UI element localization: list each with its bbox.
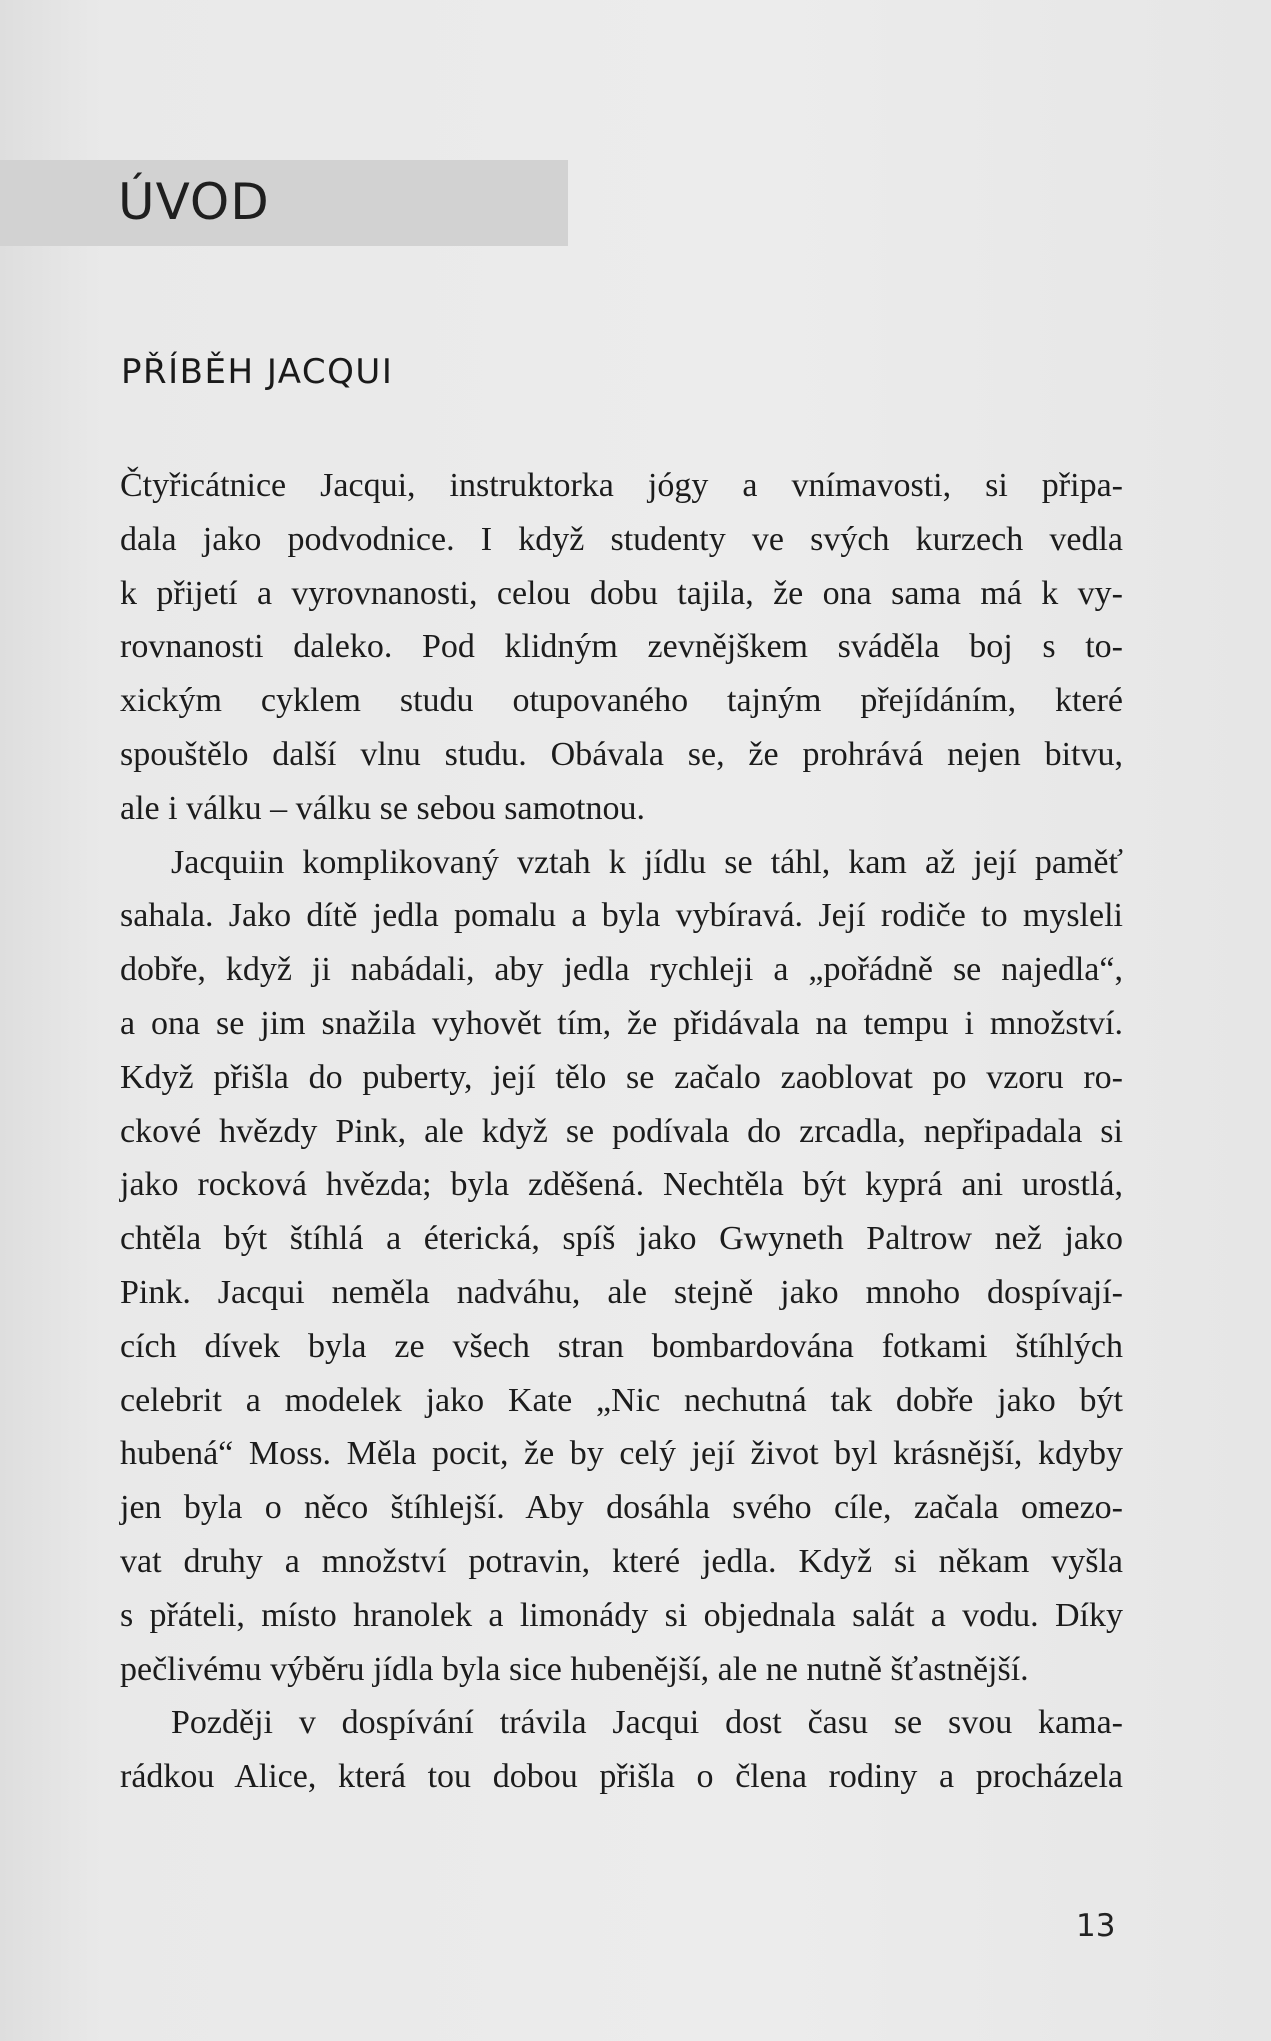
text-line: chtěla být štíhlá a éterická, spíš jako Gwyneth Paltrow než jako [120, 1220, 1123, 1258]
text-line: jen byla o něco štíhlejší. Aby dosáhla svého cíle, začala omezo- [120, 1489, 1123, 1527]
text-line: Pink. Jacqui neměla nadváhu, ale stejně jako mnoho dospívají- [120, 1273, 1123, 1311]
body-text [120, 459, 1123, 1804]
text-line: sahala. Jako dítě jedla pomalu a byla vybíravá. Její rodiče to mysleli [120, 897, 1123, 935]
text-line: Jacquiin komplikovaný vztah k jídlu se táhl, kam až její paměť [171, 843, 1123, 881]
chapter-band [0, 160, 568, 246]
text-line: hubená“ Moss. Měla pocit, že by celý její život byl krásnější, kdyby [120, 1435, 1123, 1473]
text-line: vat druhy a množství potravin, které jedla. Když si někam vyšla [120, 1542, 1123, 1580]
text-line: spouštělo další vlnu studu. Obávala se, že prohrává nejen bitvu, [120, 735, 1123, 773]
text-line: dala jako podvodnice. I když studenty ve svých kurzech vedla [120, 520, 1123, 558]
text-line: Čtyřicátnice Jacqui, instruktorka jógy a vnímavosti, si připa- [120, 467, 1123, 504]
chapter-title: ÚVOD [118, 173, 270, 231]
section-title: PŘÍBĚH JACQUI [121, 352, 394, 392]
text-line: xickým cyklem studu otupovaného tajným přejídáním, které [120, 682, 1123, 720]
text-line: celebrit a modelek jako Kate „Nic nechutná tak dobře jako být [120, 1381, 1123, 1419]
text-line: jako rocková hvězda; byla zděšená. Nechtěla být kyprá ani urostlá, [120, 1166, 1123, 1204]
text-line: k přijetí a vyrovnanosti, celou dobu tajila, že ona sama má k vy- [120, 574, 1123, 612]
text-line: rovnanosti daleko. Pod klidným zevnějškem sváděla boj s to- [120, 628, 1123, 666]
text-line: ckové hvězdy Pink, ale když se podívala do zrcadla, nepřipadala si [120, 1112, 1123, 1150]
text-line: dobře, když ji nabádali, aby jedla rychleji a „pořádně se najedla“, [120, 951, 1123, 989]
text-line: Když přišla do puberty, její tělo se začalo zaoblovat po vzoru ro- [120, 1058, 1123, 1096]
text-line: cích dívek byla ze všech stran bombardována fotkami štíhlých [120, 1327, 1123, 1365]
text-line: s přáteli, místo hranolek a limonády si objednala salát a vodu. Díky [120, 1596, 1123, 1634]
text-line: Později v dospívání trávila Jacqui dost času se svou kama- [171, 1704, 1123, 1742]
text-line: a ona se jim snažila vyhovět tím, že přidávala na tempu i množství. [120, 1004, 1123, 1042]
text-line: rádkou Alice, která tou dobou přišla o člena rodiny a procházela [120, 1758, 1123, 1796]
text-line: ale i válku – válku se sebou samotnou. [120, 789, 646, 827]
text-line: pečlivému výběru jídla byla sice hubenější, ale ne nutně šťastnější. [120, 1650, 1029, 1688]
page-number: 13 [1076, 1908, 1116, 1944]
